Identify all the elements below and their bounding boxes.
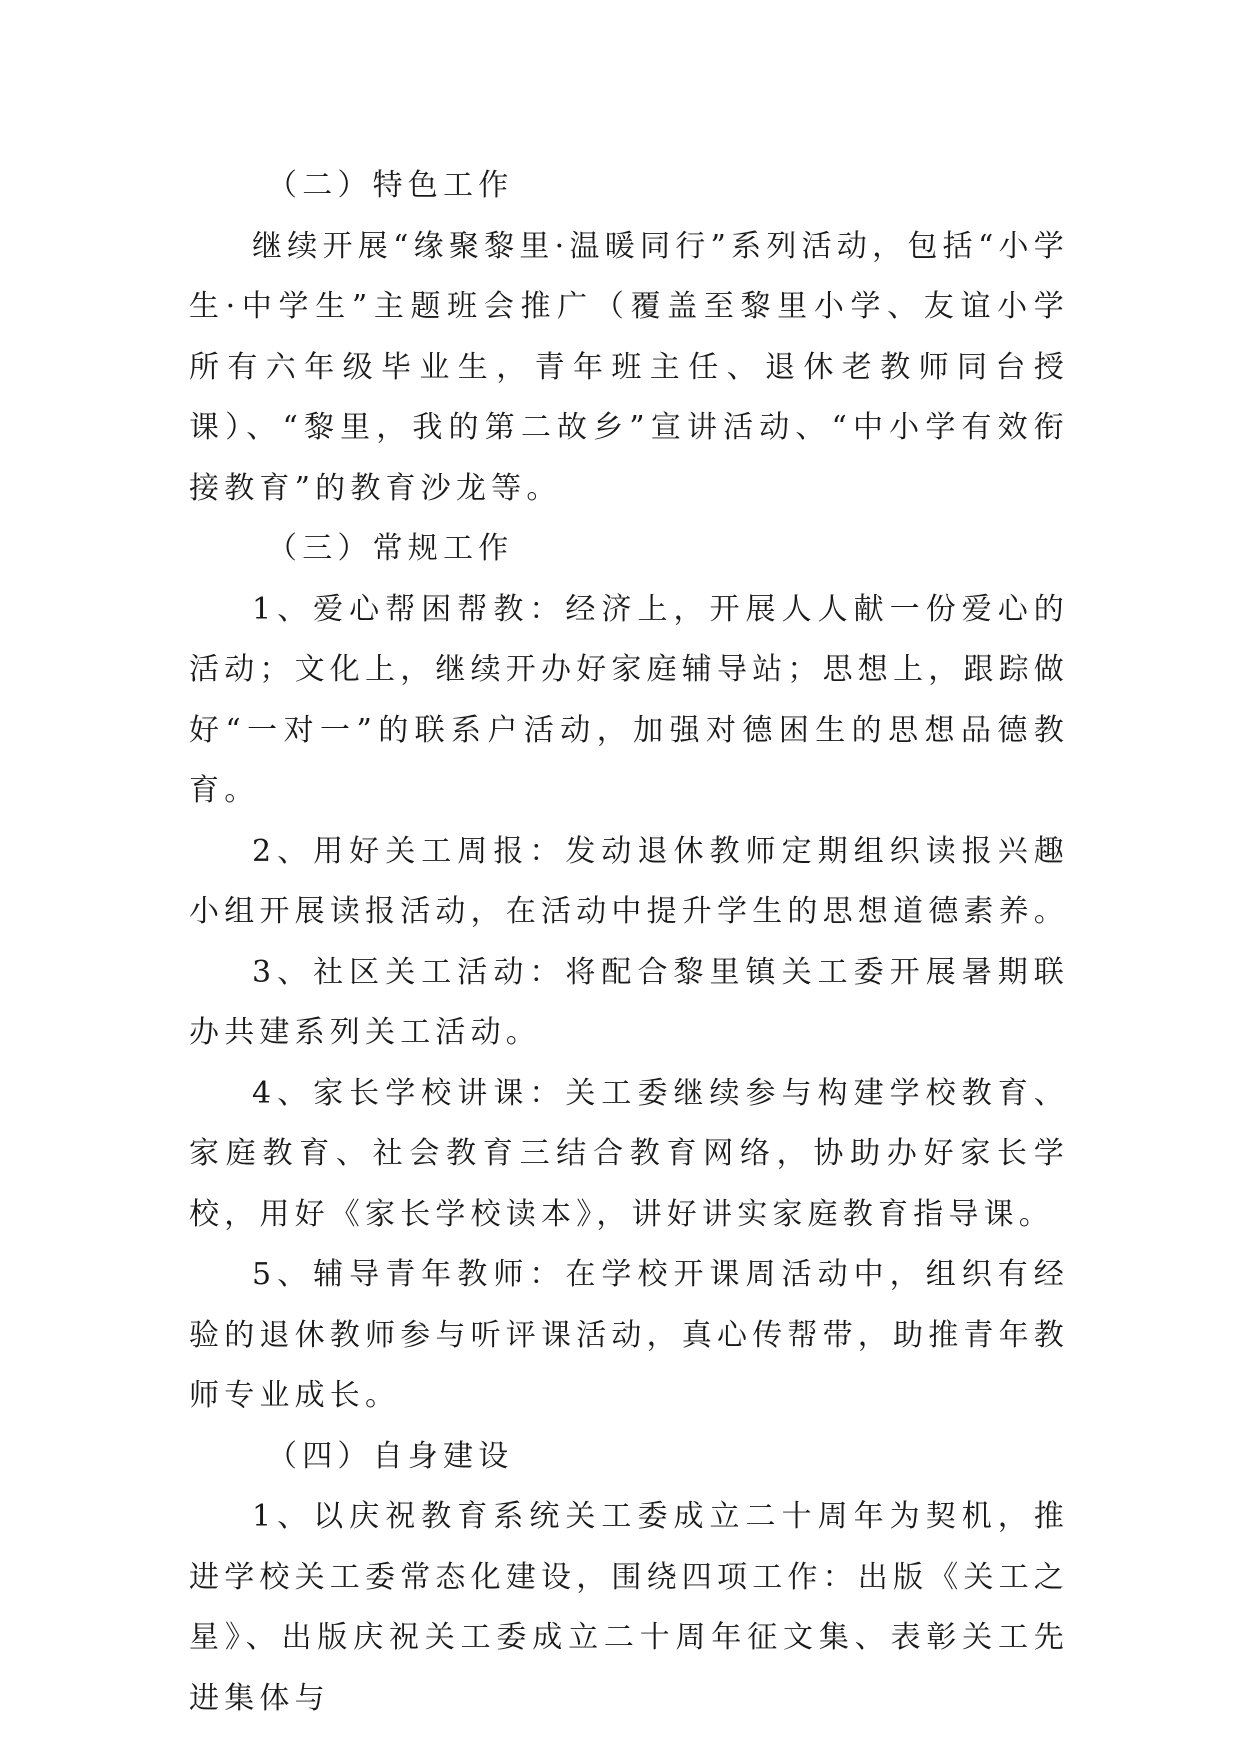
paragraph-special-work: 继续开展“缘聚黎里·温暖同行”系列活动，包括“小学生·中学生”主题班会推广（覆盖至黎里小学、友谊小学所有六年级毕业生，青年班主任、退休老教师同台授课）、“黎里，我的第二故乡”宣讲活动、“中小学有效衔接教育”的教育沙龙等。: [189, 228, 1069, 506]
document-body: [189, 156, 1069, 1729]
paragraph-routine-2: 2、用好关工周报：发动退休教师定期组织读报兴趣小组开展读报活动，在活动中提升学生的思想道德素养。: [189, 833, 1069, 929]
section-heading-routine-work: （三）常规工作: [267, 531, 514, 566]
paragraph-self-building-1: 1、以庆祝教育系统关工委成立二十周年为契机，推进学校关工委常态化建设，围绕四项工作：出版《关工之星》、出版庆祝关工委成立二十周年征文集、表彰关工先进集体与: [189, 1499, 1069, 1716]
section-heading-self-building: （四）自身建设: [267, 1438, 514, 1474]
section-heading-special-work: （二）特色工作: [267, 168, 514, 203]
paragraph-routine-5: 5、辅导青年教师：在学校开课周活动中，组织有经验的退休教师参与听评课活动，真心传帮带，助推青年教师专业成长。: [189, 1257, 1069, 1413]
paragraph-routine-1: 1、爱心帮困帮教：经济上，开展人人献一份爱心的活动；文化上，继续开办好家庭辅导站；思想上，跟踪做好“一对一”的联系户活动，加强对德困生的思想品德教育。: [189, 591, 1069, 808]
paragraph-routine-3: 3、社区关工活动：将配合黎里镇关工委开展暑期联办共建系列关工活动。: [189, 954, 1069, 1050]
paragraph-routine-4: 4、家长学校讲课：关工委继续参与构建学校教育、家庭教育、社会教育三结合教育网络，协助办好家长学校，用好《家长学校读本》，讲好讲实家庭教育指导课。: [189, 1075, 1069, 1232]
